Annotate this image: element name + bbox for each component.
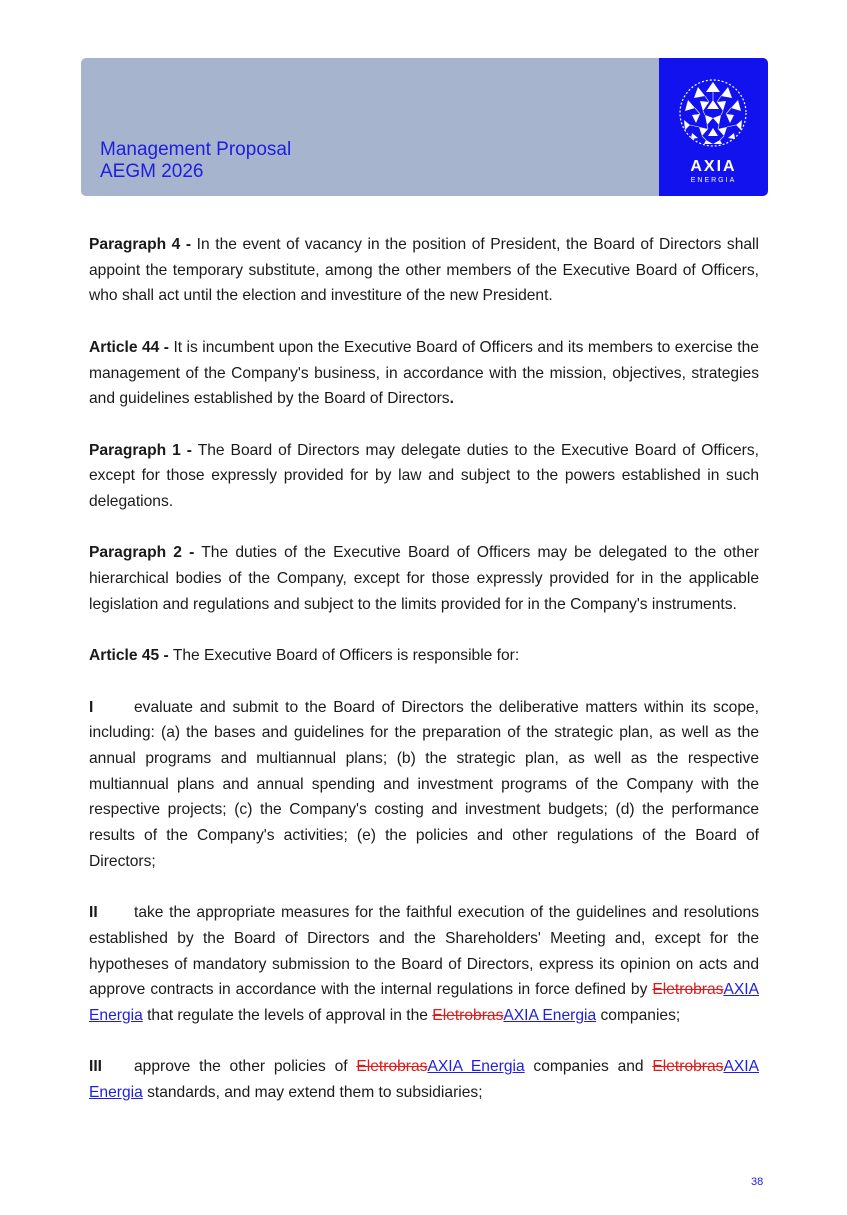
paragraph-1 xyxy=(89,438,759,515)
paragraph-text: The duties of the Executive Board of Officers may be delegated to the other hierarchical bodies of the Company, except for those expressly provided for in the applicable legislation and regulations and subject to the limits provided for in the Company's instruments. xyxy=(89,544,759,613)
page-title xyxy=(100,139,291,183)
item-text: take the appropriate measures for the faithful execution of the guidelines and resolutions established by the Board of Directors and the Shareholders' Meeting and, except for the hypotheses of mandatory submission to the Board of Directors, express its opinion on acts and approve contracts in accordance with the internal regulations in force defined by xyxy=(89,904,759,999)
inserted-text: AXIA Energia xyxy=(89,981,759,1024)
deleted-text: Eletrobras xyxy=(652,1058,724,1076)
item-iii xyxy=(89,1054,759,1105)
article-44 xyxy=(89,335,759,412)
deleted-text: Eletrobras xyxy=(356,1058,428,1076)
deleted-text: Eletrobras xyxy=(432,1007,504,1024)
inserted-text: AXIA Energia xyxy=(503,1007,597,1024)
globe-icon xyxy=(678,78,748,148)
article-text: The Executive Board of Officers is responsible for: xyxy=(172,647,520,665)
item-text: companies; xyxy=(596,1007,681,1024)
item-i xyxy=(89,695,759,875)
title-line-2: AEGM 2026 xyxy=(100,161,204,182)
article-45 xyxy=(89,643,759,669)
article-label: Article 44 - xyxy=(89,338,169,356)
logo-subtitle: ENERGIA xyxy=(690,177,737,184)
item-text: that regulate the levels of approval in the xyxy=(142,1007,433,1024)
paragraph-text: The Board of Directors may delegate duties to the Executive Board of Officers, except for those expressly provided for by law and subject to the powers established in such delegations. xyxy=(89,441,759,510)
paragraph-2 xyxy=(89,540,759,617)
paragraph-label: Paragraph 2 - xyxy=(89,544,195,562)
paragraph-text: In the event of vacancy in the position of President, the Board of Directors shall appoint the temporary substitute, among the other members of the Executive Board of Officers, who shall act until the election and investiture of the new President. xyxy=(89,236,759,305)
paragraph-label: Paragraph 4 - xyxy=(89,236,192,253)
item-text: approve the other policies of xyxy=(134,1058,357,1076)
item-number: III xyxy=(89,1058,102,1076)
item-number: II xyxy=(89,904,98,922)
page-number: 38 xyxy=(751,1176,764,1188)
paragraph-label: Paragraph 1 - xyxy=(89,441,192,459)
item-ii xyxy=(89,900,759,1029)
item-text: standards, and may extend them to subsidiaries; xyxy=(142,1084,483,1102)
item-number: I xyxy=(89,698,94,716)
inserted-text: AXIA Energia xyxy=(427,1058,525,1076)
paragraph-4 xyxy=(89,232,759,309)
logo-name: AXIA xyxy=(690,158,737,175)
company-logo xyxy=(659,58,768,196)
article-text: It is incumbent upon the Executive Board of Officers and its members to exercise the management of the Company's business, in accordance with the mission, objectives, strategies and guidelines established by the Board of Directors xyxy=(89,338,759,408)
article-end: . xyxy=(449,390,454,408)
title-line-1: Management Proposal xyxy=(100,139,292,160)
deleted-text: Eletrobras xyxy=(652,981,724,999)
article-label: Article 45 - xyxy=(89,647,169,665)
item-text: evaluate and submit to the Board of Directors the deliberative matters within its scope, including: (a) the bases and guidelines for the preparation of the strategic plan, as well as the annual programs and multiannual plans; (b) the strategic plan, as well as the respective multiannual plans and annual spending and investment programs of the Company with the respective projects; (c) the Company's costing and investment budgets; (d) the performance results of the Company's activities; (e) the policies and other regulations of the Board of Directors; xyxy=(89,698,759,870)
document-body xyxy=(89,232,759,1131)
item-text: companies and xyxy=(524,1058,653,1076)
inserted-text: AXIA Energia xyxy=(89,1058,759,1102)
